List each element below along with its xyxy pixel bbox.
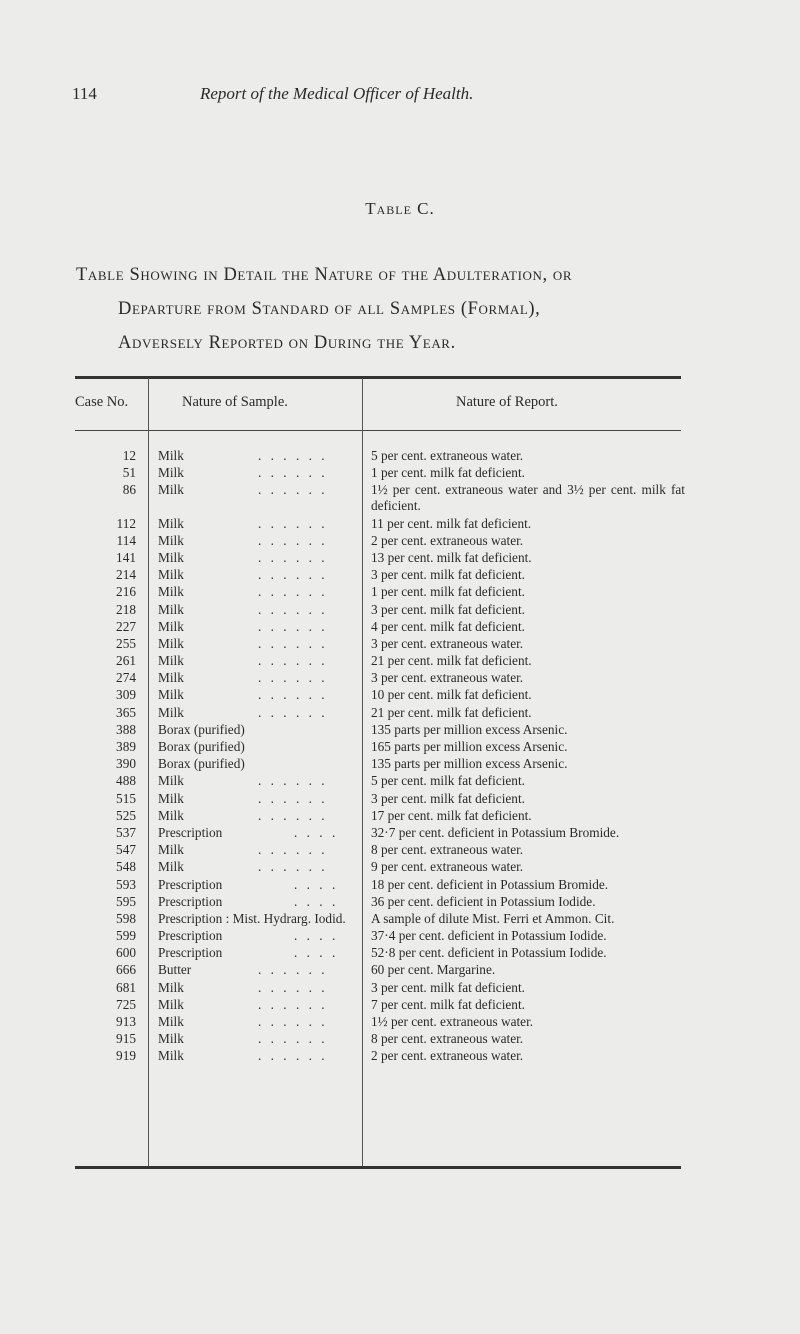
case-number: 112 xyxy=(116,515,136,531)
table-row xyxy=(0,980,800,996)
sample-nature: Milk xyxy=(158,653,184,669)
leader-dots: . . . . xyxy=(294,945,339,961)
table-row xyxy=(0,533,800,549)
table-row xyxy=(0,945,800,961)
sample-nature: Prescription xyxy=(158,824,223,840)
case-number: 389 xyxy=(116,739,136,754)
sample-nature: Milk xyxy=(158,996,184,1012)
table-row xyxy=(0,808,800,824)
leader-dots: . . . . . . xyxy=(258,687,328,703)
case-number: 218 xyxy=(116,601,136,617)
header-rule xyxy=(75,430,681,431)
case-number: 598 xyxy=(116,910,136,926)
leader-dots: . . . . . . xyxy=(258,448,328,463)
report-nature: 3 per cent. extraneous water. xyxy=(371,635,524,651)
table-row xyxy=(0,550,800,566)
case-number: 919 xyxy=(116,1048,136,1064)
report-nature: 5 per cent. extraneous water. xyxy=(371,448,524,463)
table-row xyxy=(0,687,800,703)
running-title: Report of the Medical Officer of Health. xyxy=(200,84,474,103)
table-row xyxy=(0,670,800,686)
table-row xyxy=(0,516,800,532)
leader-dots: . . . . xyxy=(294,893,339,909)
sample-nature: Milk xyxy=(158,549,184,565)
page-number: 114 xyxy=(72,84,97,103)
table-row xyxy=(0,773,800,789)
report-nature: 1½ per cent. extraneous water and 3½ per cent. milk fat deficient. xyxy=(371,482,685,514)
leader-dots: . . . . . . xyxy=(258,515,328,531)
sample-nature: Borax (purified) xyxy=(158,721,245,737)
column-header-sample: Nature of Sample. xyxy=(182,394,288,410)
report-nature: 165 parts per million excess Arsenic. xyxy=(371,739,568,754)
case-number: 915 xyxy=(116,1031,136,1047)
report-nature: 60 per cent. Margarine. xyxy=(371,962,496,978)
leader-dots: . . . . . . xyxy=(258,996,328,1012)
case-number: 525 xyxy=(116,807,136,823)
leader-dots: . . . . . . xyxy=(258,567,328,583)
leader-dots: . . . . . . xyxy=(258,1014,328,1029)
table-row xyxy=(0,636,800,652)
report-nature: 1½ per cent. extraneous water. xyxy=(371,1014,534,1029)
case-number: 666 xyxy=(116,962,136,978)
sample-nature: Prescription xyxy=(158,893,223,909)
heading-line-2: Departure from Standard of all Samples (Formal), xyxy=(118,299,541,319)
table-row xyxy=(0,877,800,893)
table-row xyxy=(0,962,800,978)
case-number: 600 xyxy=(116,945,136,961)
case-number: 488 xyxy=(116,773,136,789)
sample-nature: Milk xyxy=(158,532,184,548)
leader-dots: . . . . . . xyxy=(258,482,328,498)
case-number: 114 xyxy=(116,532,136,548)
case-number: 547 xyxy=(116,842,136,858)
table-row xyxy=(0,928,800,944)
sample-nature: Milk xyxy=(158,465,184,481)
case-number: 913 xyxy=(116,1014,136,1029)
case-number: 216 xyxy=(116,584,136,600)
sample-nature: Milk xyxy=(158,790,184,806)
report-nature: 17 per cent. milk fat deficient. xyxy=(371,807,532,823)
table-row xyxy=(0,653,800,669)
leader-dots: . . . . xyxy=(294,824,339,840)
case-number: 515 xyxy=(116,790,136,806)
leader-dots: . . . . . . xyxy=(258,790,328,806)
case-number: 51 xyxy=(122,465,136,481)
leader-dots: . . . . . . xyxy=(258,773,328,789)
table-row xyxy=(0,1014,800,1030)
sample-nature: Butter xyxy=(158,962,192,978)
report-nature: 8 per cent. extraneous water. xyxy=(371,1031,524,1047)
report-nature: 2 per cent. extraneous water. xyxy=(371,532,524,548)
sample-nature: Milk xyxy=(158,859,184,875)
leader-dots: . . . . . . xyxy=(258,670,328,686)
leader-dots: . . . . . . xyxy=(258,601,328,617)
sample-nature: Milk xyxy=(158,687,184,703)
report-nature: 7 per cent. milk fat deficient. xyxy=(371,996,525,1012)
table-label: Table C. xyxy=(365,199,435,218)
case-number: 141 xyxy=(116,549,136,565)
report-nature: 37·4 per cent. deficient in Potassium Iodide. xyxy=(371,928,607,944)
case-number: 681 xyxy=(116,979,136,995)
report-nature: 18 per cent. deficient in Potassium Bromide. xyxy=(371,876,609,892)
report-nature: 10 per cent. milk fat deficient. xyxy=(371,687,532,703)
table-row xyxy=(0,894,800,910)
case-number: 86 xyxy=(122,482,136,498)
heading-line-3: Adversely Reported on During the Year. xyxy=(118,333,456,353)
top-rule xyxy=(75,376,681,379)
table-row xyxy=(0,825,800,841)
report-nature: 3 per cent. milk fat deficient. xyxy=(371,601,525,617)
report-nature: 135 parts per million excess Arsenic. xyxy=(371,721,568,737)
leader-dots: . . . . . . xyxy=(258,549,328,565)
sample-nature: Milk xyxy=(158,773,184,789)
table-row xyxy=(0,791,800,807)
sample-nature: Milk xyxy=(158,1048,184,1064)
leader-dots: . . . . . . xyxy=(258,465,328,481)
report-nature: 36 per cent. deficient in Potassium Iodide. xyxy=(371,893,596,909)
column-header-report: Nature of Report. xyxy=(456,394,558,410)
sample-nature: Milk xyxy=(158,1031,184,1047)
leader-dots: . . . . . . xyxy=(258,618,328,634)
case-number: 548 xyxy=(116,859,136,875)
leader-dots: . . . . . . xyxy=(258,584,328,600)
case-number: 725 xyxy=(116,996,136,1012)
table-row xyxy=(0,739,800,755)
leader-dots: . . . . . . xyxy=(258,635,328,651)
sample-nature: Prescription : Mist. Hydrarg. Iodid. xyxy=(158,910,346,926)
sample-nature: Milk xyxy=(158,448,184,463)
table-row xyxy=(0,482,800,514)
case-number: 595 xyxy=(116,893,136,909)
heading-line-1: Table Showing in Detail the Nature of the Adulteration, or xyxy=(76,265,573,285)
table-row xyxy=(0,705,800,721)
report-nature: 32·7 per cent. deficient in Potassium Bromide. xyxy=(371,824,620,840)
table-heading xyxy=(76,258,696,360)
report-nature: 3 per cent. milk fat deficient. xyxy=(371,979,525,995)
leader-dots: . . . . . . xyxy=(258,807,328,823)
report-nature: 3 per cent. milk fat deficient. xyxy=(371,567,525,583)
report-nature: 3 per cent. milk fat deficient. xyxy=(371,790,525,806)
table-row xyxy=(0,997,800,1013)
table-row xyxy=(0,859,800,875)
sample-nature: Milk xyxy=(158,842,184,858)
sample-nature: Prescription xyxy=(158,928,223,944)
report-nature: 9 per cent. extraneous water. xyxy=(371,859,524,875)
report-nature: 21 per cent. milk fat deficient. xyxy=(371,653,532,669)
page-header xyxy=(0,84,800,110)
table-row xyxy=(0,911,800,927)
leader-dots: . . . . xyxy=(294,928,339,944)
sample-nature: Milk xyxy=(158,515,184,531)
case-number: 227 xyxy=(116,618,136,634)
sample-nature: Milk xyxy=(158,567,184,583)
sample-nature: Milk xyxy=(158,670,184,686)
table-row xyxy=(0,1048,800,1064)
case-number: 599 xyxy=(116,928,136,944)
sample-nature: Milk xyxy=(158,482,184,498)
report-nature: A sample of dilute Mist. Ferri et Ammon. Cit. xyxy=(371,910,615,926)
leader-dots: . . . . . . xyxy=(258,962,328,978)
sample-nature: Milk xyxy=(158,584,184,600)
case-number: 255 xyxy=(116,635,136,651)
case-number: 388 xyxy=(116,721,136,737)
sample-nature: Borax (purified) xyxy=(158,756,245,772)
bottom-rule xyxy=(75,1166,681,1169)
case-number: 214 xyxy=(116,567,136,583)
table-row xyxy=(0,567,800,583)
table-row xyxy=(0,584,800,600)
report-nature: 1 per cent. milk fat deficient. xyxy=(371,584,525,600)
case-number: 309 xyxy=(116,687,136,703)
column-header-case-no: Case No. xyxy=(75,394,129,410)
leader-dots: . . . . . . xyxy=(258,653,328,669)
table-row xyxy=(0,1031,800,1047)
leader-dots: . . . . . . xyxy=(258,532,328,548)
report-nature: 4 per cent. milk fat deficient. xyxy=(371,618,525,634)
case-number: 593 xyxy=(116,876,136,892)
leader-dots: . . . . . . xyxy=(258,842,328,858)
report-nature: 2 per cent. extraneous water. xyxy=(371,1048,524,1064)
report-nature: 11 per cent. milk fat deficient. xyxy=(371,515,532,531)
report-nature: 3 per cent. extraneous water. xyxy=(371,670,524,686)
table-row xyxy=(0,722,800,738)
case-number: 274 xyxy=(116,670,136,686)
table-body xyxy=(0,448,800,1066)
sample-nature: Milk xyxy=(158,601,184,617)
report-nature: 21 per cent. milk fat deficient. xyxy=(371,704,532,720)
sample-nature: Prescription xyxy=(158,876,223,892)
case-number: 12 xyxy=(122,448,136,463)
report-nature: 13 per cent. milk fat deficient. xyxy=(371,549,532,565)
case-number: 365 xyxy=(116,704,136,720)
leader-dots: . . . . . . xyxy=(258,1048,328,1064)
table-row xyxy=(0,756,800,772)
table-row xyxy=(0,619,800,635)
sample-nature: Milk xyxy=(158,1014,184,1029)
sample-nature: Milk xyxy=(158,704,184,720)
sample-nature: Milk xyxy=(158,618,184,634)
case-number: 390 xyxy=(116,756,136,772)
leader-dots: . . . . . . xyxy=(258,1031,328,1047)
case-number: 537 xyxy=(116,824,136,840)
report-nature: 52·8 per cent. deficient in Potassium Iodide. xyxy=(371,945,607,961)
table-row xyxy=(0,602,800,618)
report-nature: 1 per cent. milk fat deficient. xyxy=(371,465,525,481)
sample-nature: Milk xyxy=(158,979,184,995)
case-number: 261 xyxy=(116,653,136,669)
leader-dots: . . . . . . xyxy=(258,979,328,995)
sample-nature: Prescription xyxy=(158,945,223,961)
sample-nature: Milk xyxy=(158,807,184,823)
sample-nature: Borax (purified) xyxy=(158,739,245,754)
leader-dots: . . . . . . xyxy=(258,704,328,720)
table-row xyxy=(0,842,800,858)
table-row xyxy=(0,448,800,464)
report-nature: 135 parts per million excess Arsenic. xyxy=(371,756,568,772)
sample-nature: Milk xyxy=(158,635,184,651)
report-nature: 5 per cent. milk fat deficient. xyxy=(371,773,525,789)
leader-dots: . . . . xyxy=(294,876,339,892)
report-nature: 8 per cent. extraneous water. xyxy=(371,842,524,858)
table-row xyxy=(0,465,800,481)
leader-dots: . . . . . . xyxy=(258,859,328,875)
